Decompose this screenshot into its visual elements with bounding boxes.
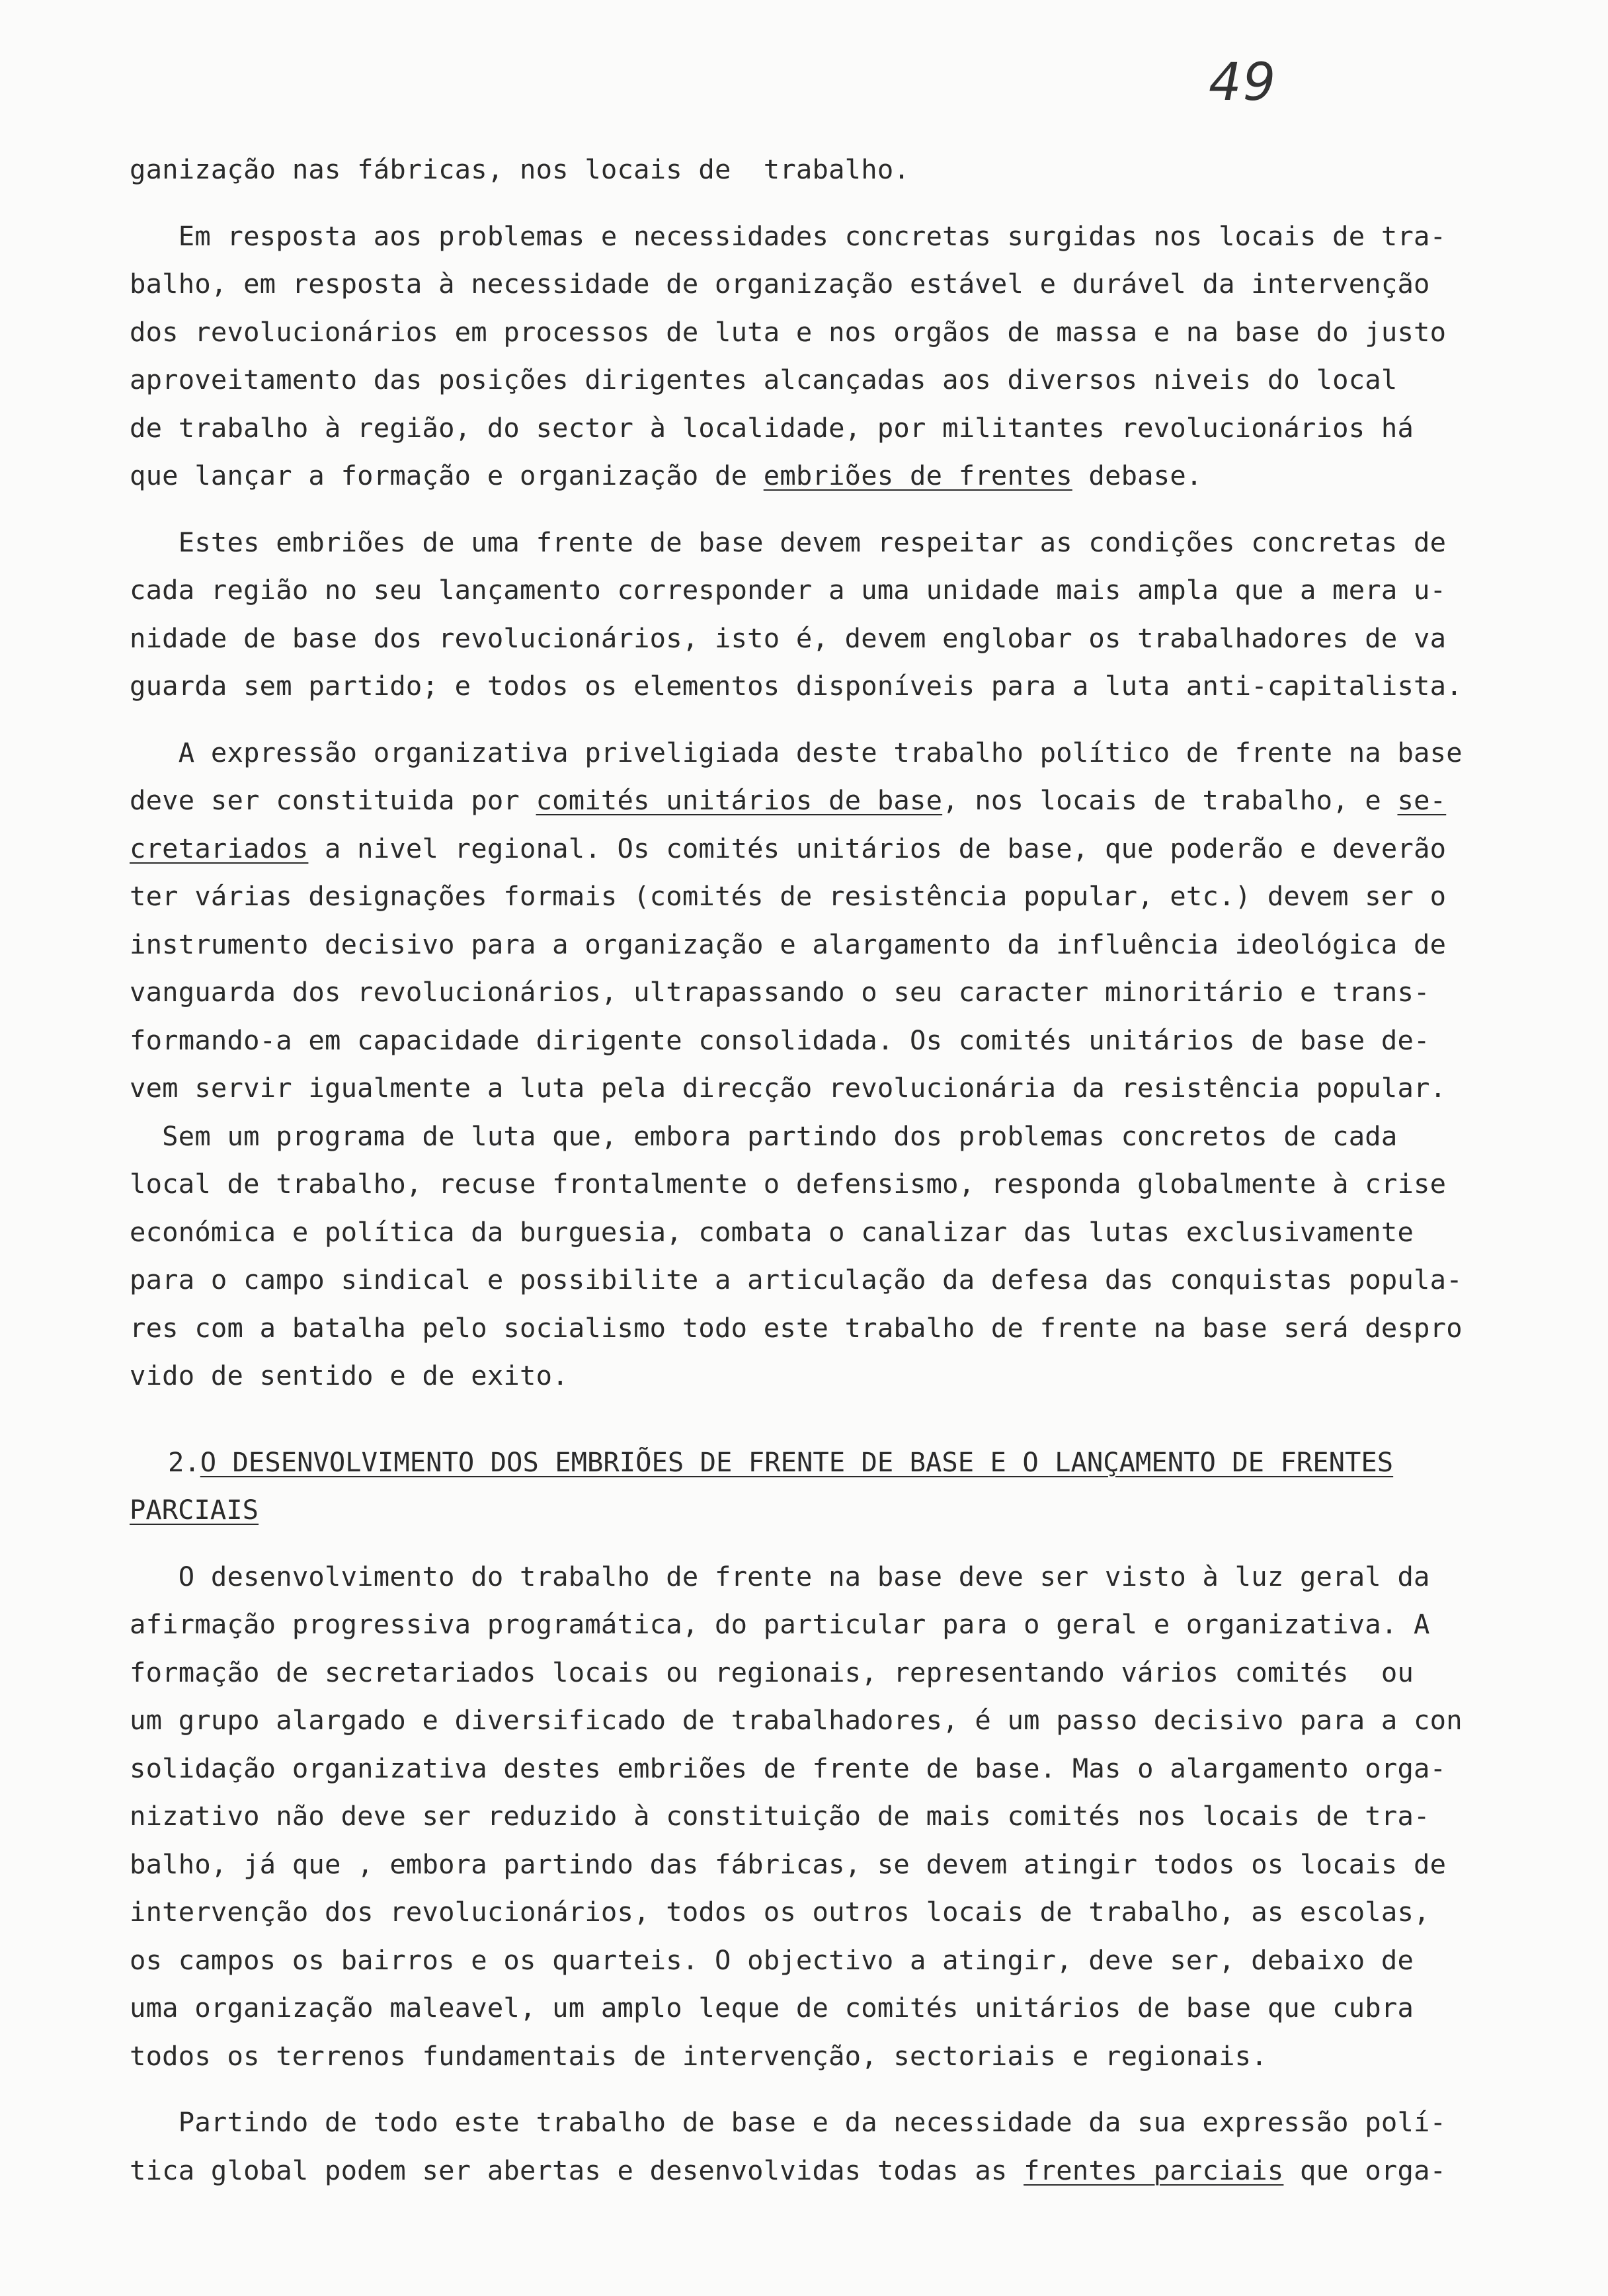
text-line (130, 1649, 1472, 1697)
text-segment: para o campo sindical e possibilite a articulação da defesa das conquistas popula- (130, 1264, 1463, 1295)
text-line (130, 1696, 1472, 1744)
text-segment: cada região no seu lançamento corresponder a uma unidade mais ampla que a mera u- (130, 574, 1447, 606)
text-segment: res com a batalha pelo socialismo todo este trabalho de frente na base será despro (130, 1311, 1463, 1344)
text-line (130, 260, 1472, 308)
text-segment: ter várias designações formais (comités de resistência popular, etc.) devem ser o (130, 880, 1447, 912)
underlined-text: embriões de frentes (763, 460, 1072, 491)
text-segment: A expressão organizativa priveligiada deste trabalho político de frente na base (130, 736, 1463, 768)
text-line (130, 1064, 1472, 1112)
text-segment: balho, já que , embora partindo das fábricas, se devem atingir todos os locais de (130, 1848, 1447, 1880)
text-line (130, 404, 1472, 452)
text-segment: um grupo alargado e diversificado de trabalhadores, é um passo decisivo para a con (130, 1704, 1463, 1736)
paragraph (130, 2098, 1472, 2194)
text-segment: debase. (1072, 460, 1203, 491)
text-line (130, 308, 1472, 356)
text-line (130, 1600, 1472, 1649)
text-line (130, 1840, 1472, 1889)
text-segment: aproveitamento das posições dirigentes alcançadas aos diversos niveis do local (130, 364, 1398, 395)
text-line (130, 1936, 1472, 1985)
text-line (130, 729, 1472, 777)
text-line (130, 566, 1472, 614)
underlined-text: se- (1397, 784, 1447, 816)
text-line (130, 1888, 1472, 1936)
text-segment: guarda sem partido; e todos os elementos disponíveis para a luta anti-capitalista. (130, 670, 1463, 702)
text-segment: vem servir igualmente a luta pela direcção revolucionária da resistência popular. (130, 1072, 1447, 1104)
text-segment: nizativo não deve ser reduzido à constituição de mais comités nos locais de tra- (130, 1800, 1430, 1832)
text-line (130, 1744, 1472, 1793)
text-line (130, 1304, 1472, 1352)
text-segment: , nos locais de trabalho, e (942, 784, 1398, 816)
text-segment: local de trabalho, recuse frontalmente o defensismo, responda globalmente à crise (130, 1168, 1447, 1200)
text-segment: formação de secretariados locais ou regionais, representando vários comités ou (130, 1656, 1414, 1688)
paragraph (130, 212, 1472, 500)
text-segment: económica e política da burguesia, combata o canalizar das lutas exclusivamente (130, 1215, 1414, 1248)
text-segment: instrumento decisivo para a organização e alargamento da influência ideológica de (130, 928, 1447, 960)
text-segment: Sem um programa de luta que, embora partindo dos problemas concretos de cada (130, 1120, 1398, 1152)
text-line (130, 968, 1472, 1016)
paragraph (130, 1553, 1472, 2080)
text-line (130, 2098, 1472, 2147)
section-heading-line-2 (130, 1486, 1472, 1534)
section-heading-line-1 (130, 1438, 1472, 1487)
text-line (130, 2032, 1472, 2080)
text-segment: tica global podem ser abertas e desenvolvidas todas as (130, 2154, 1024, 2186)
page-number: 49 (1209, 53, 1277, 112)
text-segment: os campos os bairros e os quarteis. O objectivo a atingir, deve ser, debaixo de (130, 1944, 1414, 1976)
document-body (130, 145, 1472, 2194)
text-line (130, 776, 1472, 825)
text-segment: solidação organizativa destes embriões de frente de base. Mas o alargamento orga- (130, 1752, 1447, 1784)
text-line (130, 872, 1472, 921)
text-segment: Partindo de todo este trabalho de base e da necessidade da sua expressão polí- (130, 2106, 1447, 2138)
text-line (130, 1792, 1472, 1840)
text-segment: deve ser constituida por (130, 784, 536, 816)
text-line (130, 1160, 1472, 1208)
text-segment: nidade de base dos revolucionários, isto é, devem englobar os trabalhadores de va (130, 622, 1447, 654)
text-line (130, 1352, 1472, 1400)
text-line (130, 1984, 1472, 2032)
text-segment: a nivel regional. Os comités unitários de base, que poderão e deverão (308, 832, 1447, 864)
text-segment: uma organização maleavel, um amplo leque de comités unitários de base que cubra (130, 1992, 1414, 2024)
text-segment: formando-a em capacidade dirigente consolidada. Os comités unitários de base de- (130, 1024, 1430, 1056)
text-segment: que lançar a formação e organização de (130, 460, 764, 491)
underlined-text: comités unitários de base (536, 784, 943, 816)
section-title-2: PARCIAIS (130, 1494, 259, 1526)
section-number: 2. (168, 1446, 200, 1478)
text-line (130, 1208, 1472, 1256)
text-segment: O desenvolvimento do trabalho de frente na base deve ser visto à luz geral da (130, 1560, 1430, 1592)
text-segment: dos revolucionários em processos de luta e nos orgãos de massa e na base do justo (130, 315, 1447, 348)
text-line (130, 212, 1472, 261)
text-block-2 (130, 1553, 1472, 2195)
text-block-1 (130, 145, 1472, 1400)
text-line (130, 1112, 1472, 1161)
section-heading (130, 1438, 1472, 1534)
underlined-text: frentes parciais (1024, 2154, 1284, 2186)
text-segment: de trabalho à região, do sector à localidade, por militantes revolucionários há (130, 411, 1414, 444)
paragraph (130, 145, 1472, 194)
text-line (130, 1256, 1472, 1304)
paragraph (130, 518, 1472, 710)
text-segment: Estes embriões de uma frente de base devem respeitar as condições concretas de (130, 526, 1447, 558)
text-line (130, 145, 1472, 194)
text-segment: que orga- (1283, 2154, 1447, 2186)
text-line (130, 518, 1472, 567)
text-segment: afirmação progressiva programática, do particular para o geral e organizativa. A (130, 1608, 1430, 1640)
text-line (130, 825, 1472, 873)
text-line (130, 2147, 1472, 2195)
underlined-text: cretariados (130, 832, 309, 864)
text-line (130, 356, 1472, 404)
paragraph (130, 729, 1472, 1400)
text-segment: vido de sentido e de exito. (130, 1360, 569, 1391)
text-segment: Em resposta aos problemas e necessidades concretas surgidas nos locais de tra- (130, 220, 1447, 252)
text-line (130, 1553, 1472, 1601)
text-line (130, 1016, 1472, 1065)
text-line (130, 921, 1472, 969)
section-title-1: O DESENVOLVIMENTO DOS EMBRIÕES DE FRENTE DE BASE E O LANÇAMENTO DE FRENTES (200, 1446, 1394, 1478)
text-line (130, 452, 1472, 500)
text-segment: vanguarda dos revolucionários, ultrapassando o seu caracter minoritário e trans- (130, 976, 1430, 1008)
text-segment: todos os terrenos fundamentais de intervenção, sectoriais e regionais. (130, 2039, 1267, 2072)
text-segment: intervenção dos revolucionários, todos os outros locais de trabalho, as escolas, (130, 1896, 1430, 1928)
text-line (130, 614, 1472, 663)
text-segment: ganização nas fábricas, nos locais de trabalho. (130, 153, 910, 185)
text-segment: balho, em resposta à necessidade de organização estável e durável da intervenção (130, 268, 1430, 300)
text-line (130, 662, 1472, 710)
